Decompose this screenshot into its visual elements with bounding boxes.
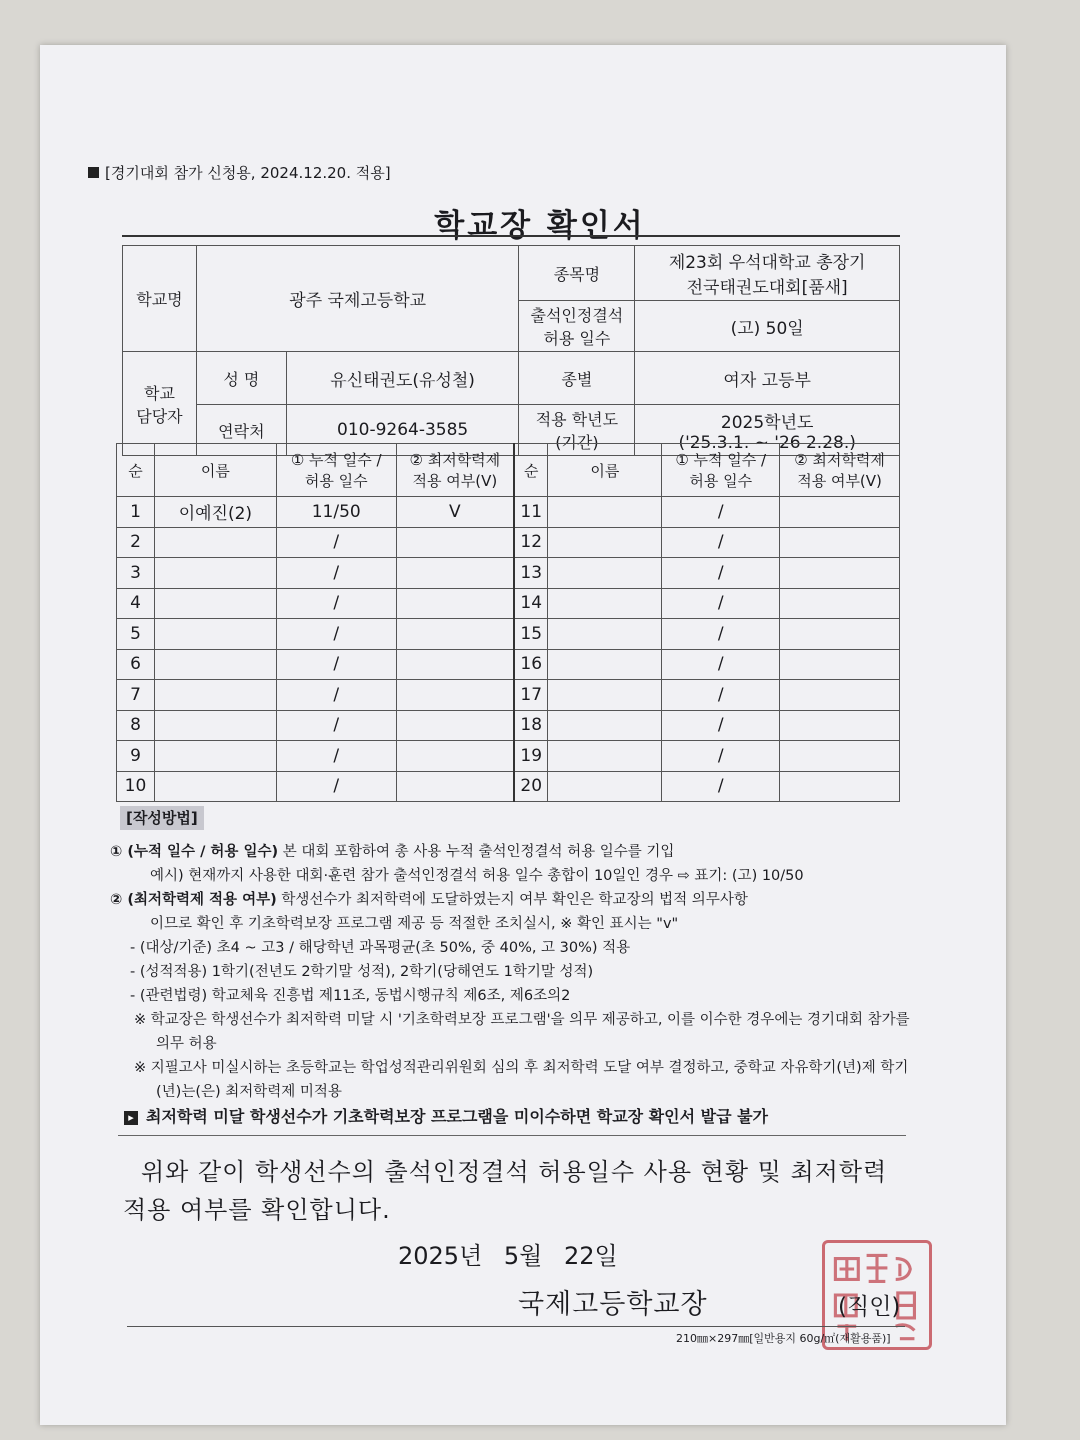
row-no: 19 [514,741,548,772]
row-name: 이예진(2) [154,497,276,528]
row-days: / [276,710,396,741]
roster-row [117,741,900,772]
arrow-box-icon: ▸ [124,1111,138,1125]
row-name [548,680,662,711]
name-value: 유신태권도(유성철) [286,352,519,405]
confirm-line2: 적용 여부를 확인합니다. [123,1196,391,1224]
row-days: / [662,710,780,741]
row-no: 12 [514,527,548,558]
row-check [396,710,514,741]
contact-label: 연락처 [196,405,286,456]
row-no: 5 [117,619,155,650]
roster-body [117,497,900,802]
col-min-right [780,444,900,497]
row-days: / [662,558,780,589]
method-dash2: - (성적적용) 1학기(전년도 2학기말 성적), 2학기(당해연도 1학기말 성적) [130,964,594,980]
row-check [780,527,900,558]
row-name [154,649,276,680]
row-check: V [396,497,514,528]
roster-row [117,680,900,711]
bottom-rule [127,1326,905,1327]
manager-label-line1: 학교 [143,383,175,403]
row-name [154,741,276,772]
col-days-left-line1: ① 누적 일수 / [290,451,382,469]
method-title: [작성방법] [120,806,204,830]
allowed-days-label [519,301,635,352]
method-item2-head: ② (최저학력제 적용 여부) [110,892,277,908]
method-item1-head: ① (누적 일수 / 허용 일수) [110,844,279,860]
row-check [396,527,514,558]
roster-row [117,649,900,680]
row-name [548,741,662,772]
row-days: 11/50 [276,497,396,528]
row-check [780,588,900,619]
category-value: 여자 고등부 [635,352,900,405]
warning-text: 최저학력 미달 학생선수가 기초학력보장 프로그램을 미이수하면 학교장 확인서 발급 불가 [146,1107,769,1126]
row-days: / [276,588,396,619]
event-label: 종목명 [519,246,635,301]
col-days-left-line2: 허용 일수 [304,472,368,490]
year-value-line2: ('25.3.1. ~ '26 2.28.) [678,432,856,453]
row-name [154,710,276,741]
row-name [154,558,276,589]
row-check [780,771,900,802]
row-no: 7 [117,680,155,711]
col-name-right: 이름 [548,444,662,497]
row-no: 15 [514,619,548,650]
confirm-line1: 위와 같이 학생선수의 출석인정결석 허용일수 사용 현황 및 최저학력 [141,1158,888,1186]
row-name [548,771,662,802]
row-no: 4 [117,588,155,619]
row-days: / [662,588,780,619]
row-check [780,619,900,650]
method-item2-text: 학생선수가 최저학력에 도달하였는지 여부 확인은 학교장의 법적 의무사항 [276,892,748,908]
seal-label: (직인) [838,1294,901,1320]
row-check [780,558,900,589]
row-check [396,588,514,619]
row-check [780,649,900,680]
header-note-text: [경기대회 참가 신청용, 2024.12.20. 적용] [105,164,391,182]
category-label: 종별 [519,352,635,405]
manager-label [123,352,197,456]
row-name [548,497,662,528]
writing-method [110,806,910,1104]
row-no: 10 [117,771,155,802]
allowed-days-label-line1: 출석인정결석 [530,306,624,325]
square-bullet-icon [88,167,99,178]
year-label-line2: (기간) [555,433,599,452]
row-days: / [662,619,780,650]
row-days: / [662,527,780,558]
event-value [635,246,900,301]
row-days: / [276,527,396,558]
roster-row [117,619,900,650]
row-name [154,771,276,802]
col-days-right [662,444,780,497]
row-no: 1 [117,497,155,528]
method-item1 [110,840,910,864]
school-value: 광주 국제고등학교 [196,246,519,352]
row-name [548,558,662,589]
year-value-line1: 2025학년도 [720,412,814,433]
row-check [780,680,900,711]
row-days: / [276,558,396,589]
roster-row [117,771,900,802]
confirm-statement [123,1153,903,1229]
col-no-right: 순 [514,444,548,497]
row-days: / [276,649,396,680]
header-note [88,162,391,183]
col-min-left-line2: 적용 여부(V) [412,472,498,490]
method-note2: ※ 지필고사 미실시하는 초등학교는 학업성적관리위원회 심의 후 최저학력 도달 여부 결정하고, 중학교 자유학기(년)제 학기(년)는(은) 최저학력제 미적용 [134,1060,909,1100]
row-check [396,649,514,680]
method-item2-text2: 이므로 확인 후 기초학력보장 프로그램 제공 등 적절한 조치실시, ※ 확인 표시는 "v" [150,916,679,932]
info-table [122,245,900,456]
title-rule [122,235,900,237]
name-label: 성 명 [196,352,286,405]
row-name [154,588,276,619]
row-check [396,619,514,650]
issue-date: 2025년 5월 22일 [398,1242,618,1270]
principal-name: 국제고등학교장 [518,1289,708,1320]
row-days: / [276,619,396,650]
row-no: 16 [514,649,548,680]
row-no: 9 [117,741,155,772]
method-item1-text: 본 대회 포함하여 총 사용 누적 출석인정결석 허용 일수를 기입 [278,844,675,860]
row-name [154,619,276,650]
row-days: / [662,741,780,772]
col-name-left: 이름 [154,444,276,497]
row-days: / [662,649,780,680]
row-name [548,527,662,558]
row-days: / [662,497,780,528]
row-no: 20 [514,771,548,802]
warning-line [124,1104,768,1127]
method-dash3: - (관련법령) 학교체육 진흥법 제11조, 동법시행규칙 제6조, 제6조의2 [130,988,571,1004]
row-name [548,649,662,680]
row-days: / [276,771,396,802]
method-rule [118,1135,906,1136]
col-min-right-line2: 적용 여부(V) [797,472,882,490]
roster-row [117,527,900,558]
row-check [780,497,900,528]
row-check [396,741,514,772]
year-label-line1: 적용 학년도 [535,410,619,429]
school-label: 학교명 [123,246,197,352]
method-item2 [110,888,910,912]
paper-spec: 210㎜×297㎜[일반용지 60g/㎡(재활용품)] [676,1332,891,1345]
row-no: 17 [514,680,548,711]
row-check [396,558,514,589]
row-no: 13 [514,558,548,589]
row-days: / [276,680,396,711]
col-days-left [276,444,396,497]
row-check [396,680,514,711]
row-no: 6 [117,649,155,680]
row-no: 2 [117,527,155,558]
roster-table [116,443,900,802]
row-no: 8 [117,710,155,741]
roster-row [117,558,900,589]
row-check [780,741,900,772]
roster-row [117,710,900,741]
row-name [548,710,662,741]
allowed-days-value: (고) 50일 [635,301,900,352]
method-dash1: - (대상/기준) 초4 ~ 고3 / 해당학년 과목평균(초 50%, 중 40%, 고 30%) 적용 [130,940,631,956]
roster-row [117,588,900,619]
col-min-right-line1: ② 최저학력제 [794,451,885,469]
col-no-left: 순 [117,444,155,497]
event-value-line1: 제23회 우석대학교 총장기 [668,253,866,273]
method-item1-example: 예시) 현재까지 사용한 대회·훈련 참가 출석인정결석 허용 일수 총합이 10일인 경우 ⇨ 표기: (고) 10/50 [150,868,804,884]
row-no: 11 [514,497,548,528]
row-name [548,619,662,650]
row-days: / [276,741,396,772]
manager-label-line2: 담당자 [136,406,183,426]
allowed-days-label-line2: 허용 일수 [543,329,611,348]
row-name [154,527,276,558]
method-note1: ※ 학교장은 학생선수가 최저학력 미달 시 '기초학력보장 프로그램'을 의무 제공하고, 이를 이수한 경우에는 경기대회 참가를 의무 허용 [134,1012,910,1052]
col-min-left [396,444,514,497]
roster-row [117,497,900,528]
document-title: 학교장 확인서 [434,208,646,244]
row-check [396,771,514,802]
row-days: / [662,680,780,711]
row-no: 3 [117,558,155,589]
contact-value: 010-9264-3585 [286,405,519,456]
row-no: 14 [514,588,548,619]
row-days: / [662,771,780,802]
col-days-right-line1: ① 누적 일수 / [675,451,767,469]
col-min-left-line1: ② 최저학력제 [409,451,501,469]
row-no: 18 [514,710,548,741]
row-name [154,680,276,711]
row-check [780,710,900,741]
event-value-line2: 전국태권도대회[품새] [686,278,848,298]
row-name [548,588,662,619]
col-days-right-line2: 허용 일수 [689,472,753,490]
